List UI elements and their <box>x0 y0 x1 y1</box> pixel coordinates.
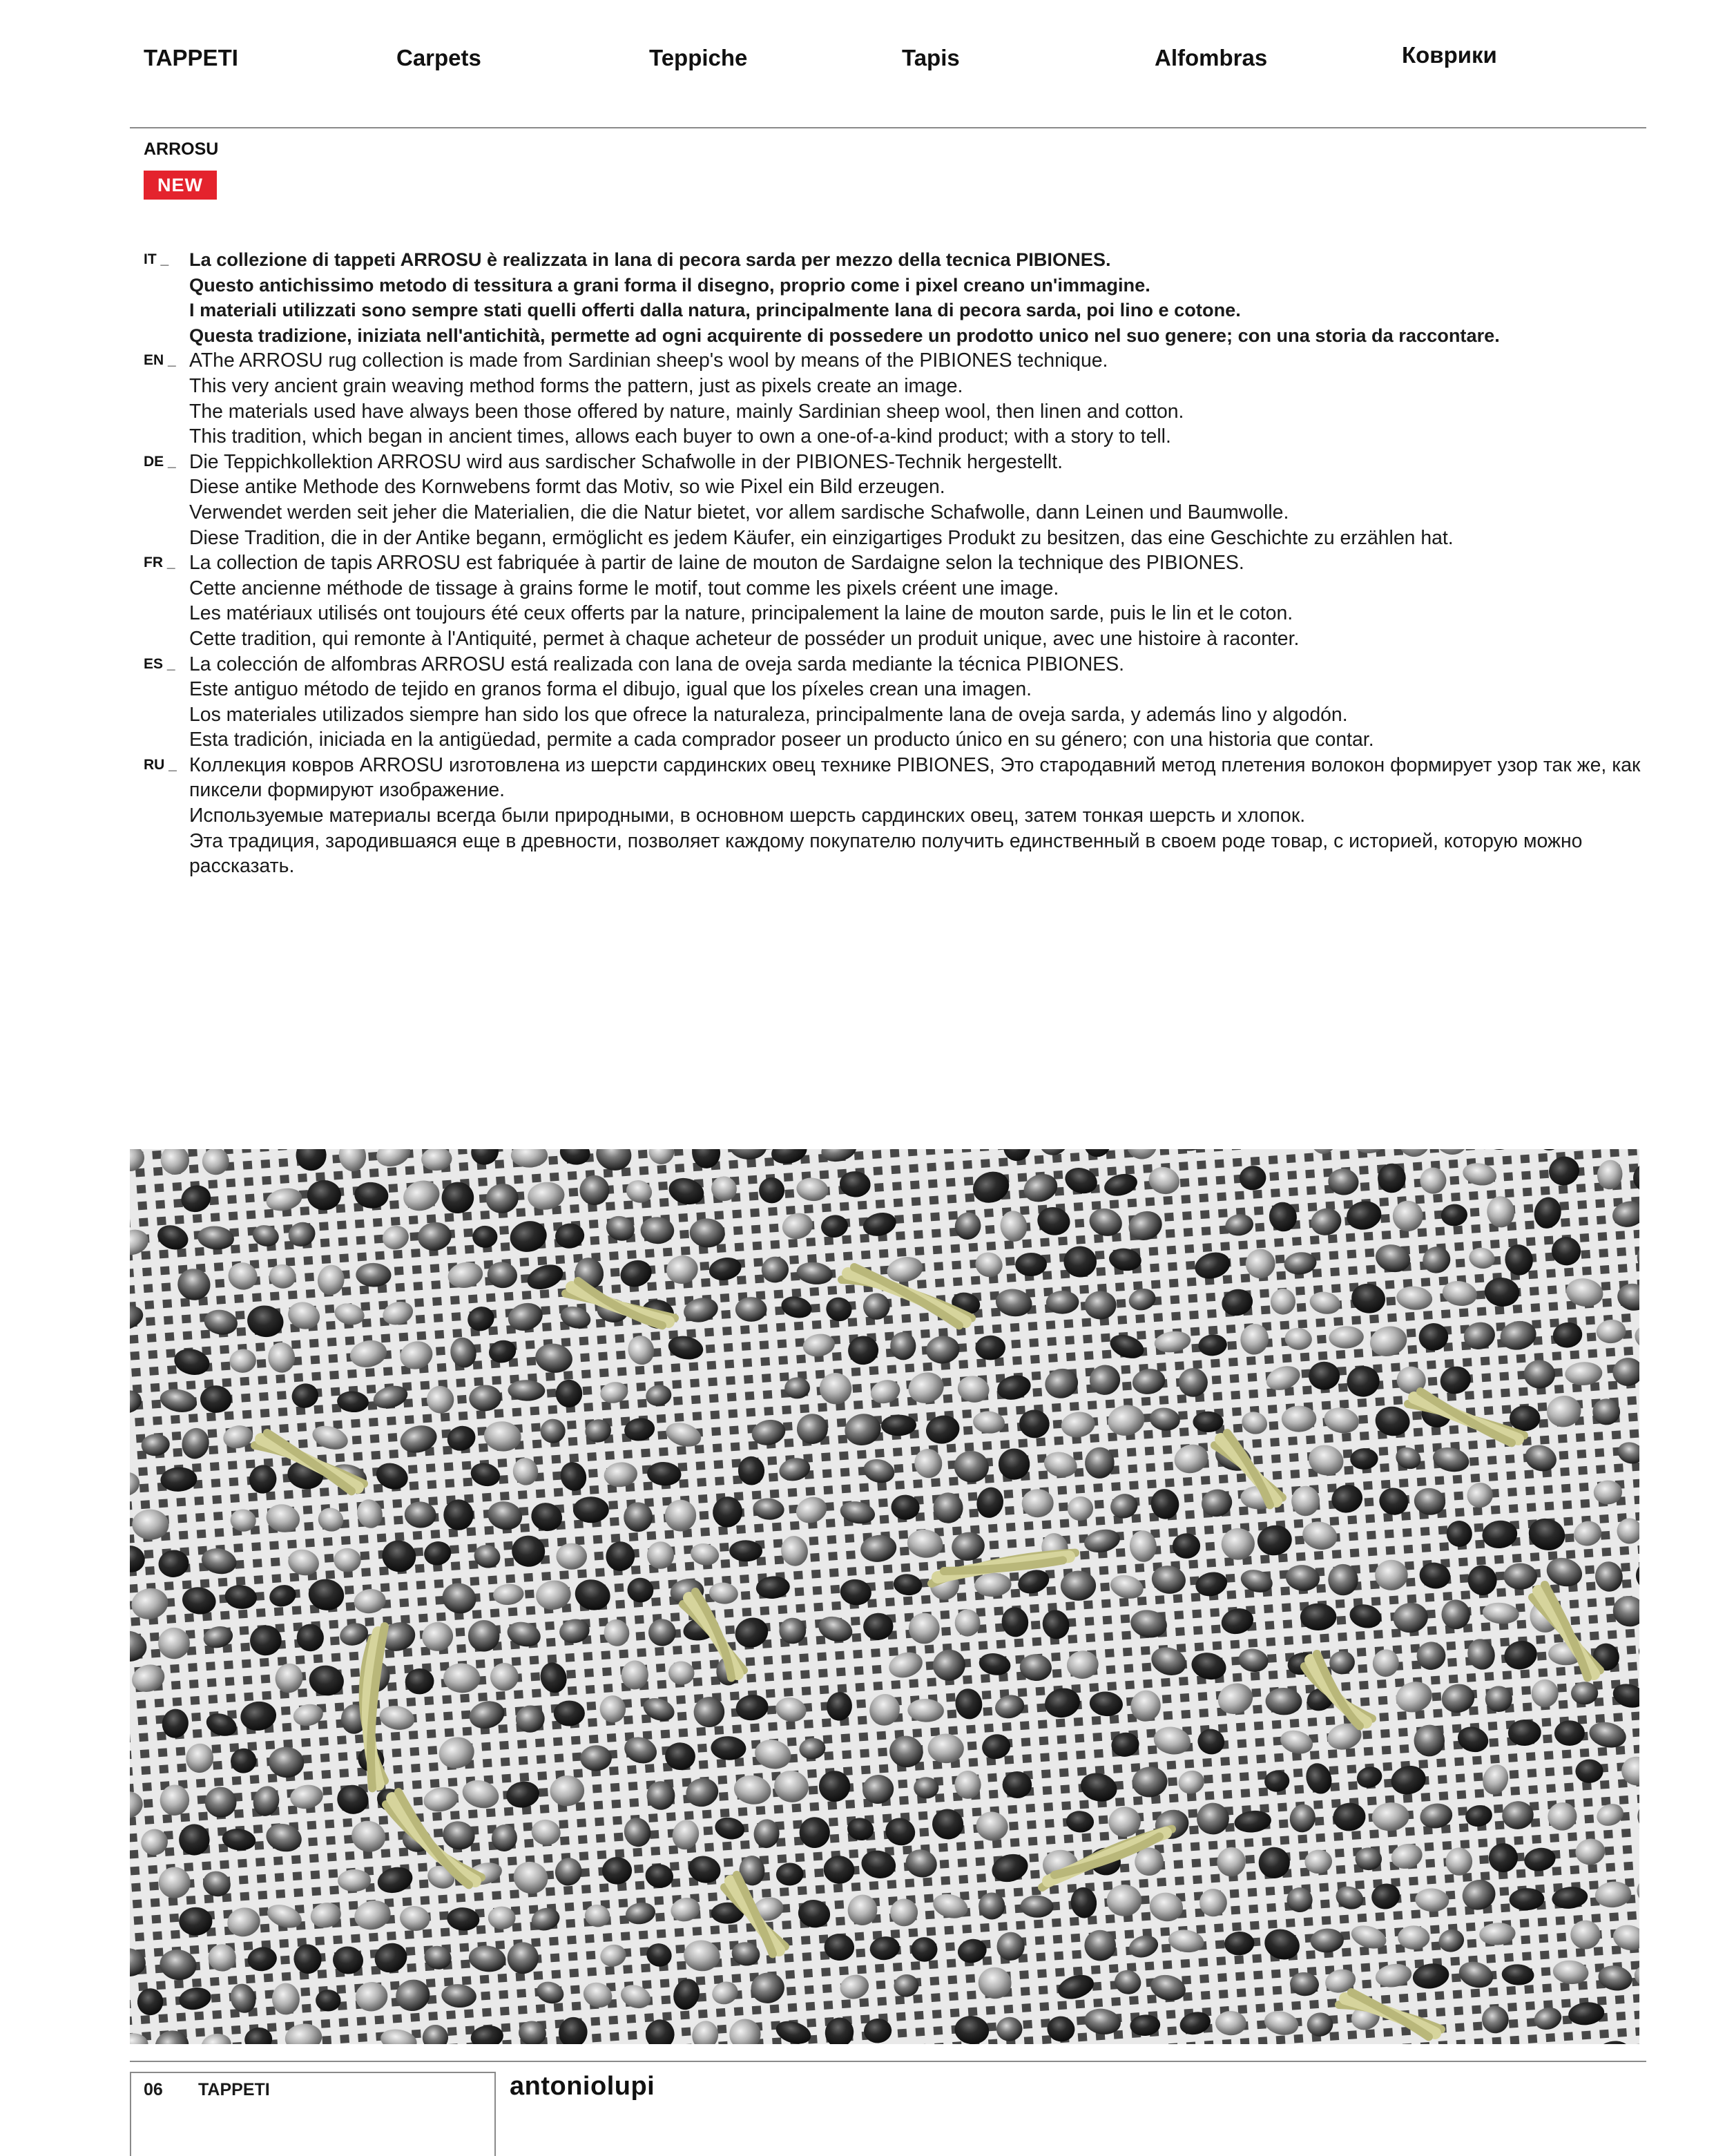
description-text <box>189 652 1646 753</box>
description-en <box>144 348 1646 449</box>
text-line: Cette tradition, qui remonte à l'Antiquité, permet à chaque acheteur de posséder un produit unique, avec une histoire à raconter. <box>189 627 1300 650</box>
brand-logo: antoniolupi <box>510 2072 655 2101</box>
text-line: Questo antichissimo metodo di tessitura a grani forma il disegno, proprio come i pixel creano un'immagine. <box>189 273 1150 296</box>
page-number: 06 <box>144 2080 163 2099</box>
text-line: Esta tradición, iniciada en la antigüedad, permite a cada comprador poseer un producto único en su género; con una historia que contar. <box>189 729 1374 751</box>
rug-texture-image <box>130 1149 1639 2044</box>
language-code: IT _ <box>144 251 169 267</box>
wool-knot <box>1107 1885 1142 1916</box>
text-line: AThe ARROSU rug collection is made from Sardinian sheep's wool by means of the PIBIONES technique. <box>189 349 1108 372</box>
language-code: RU _ <box>144 756 177 773</box>
text-line: The materials used have always been those offered by nature, mainly Sardinian sheep wool, then linen and cotton. <box>189 400 1184 423</box>
text-line: Die Teppichkollektion ARROSU wird aus sardischer Schafwolle in der PIBIONES-Technik hergestellt. <box>189 450 1063 473</box>
tab-carpets[interactable]: Carpets <box>396 45 481 70</box>
language-code: FR _ <box>144 555 175 571</box>
footer-section-label: TAPPETI <box>198 2080 270 2099</box>
description-ru <box>144 753 1646 879</box>
footer-box <box>130 2072 496 2156</box>
tab-tappeti[interactable]: TAPPETI <box>144 45 238 70</box>
text-line: Verwendet werden seit jeher die Materialien, die die Natur bietet, vor allem sardische Schafwolle, dann Leinen und Baumwolle. <box>189 501 1289 523</box>
language-code: DE _ <box>144 453 176 470</box>
text-line: La colección de alfombras ARROSU está realizada con lana de oveja sarda mediante la técnica PIBIONES. <box>189 653 1125 675</box>
tab-kovriki[interactable]: Коврики <box>1402 42 1497 68</box>
text-line: Cette ancienne méthode de tissage à grains forme le motif, tout comme les pixels créent une image. <box>189 577 1059 599</box>
new-badge: NEW <box>144 171 217 200</box>
wool-knot <box>1510 1405 1541 1431</box>
text-line: Diese Tradition, die in der Antike begann, ermöglicht es jedem Käufer, ein einzigartiges Produkt zu besitzen, das eine Geschichte zu erzählen hat. <box>189 526 1454 549</box>
text-line: This very ancient grain weaving method forms the pattern, just as pixels create an image. <box>189 374 963 397</box>
description-fr <box>144 550 1646 651</box>
wool-knot <box>158 1628 190 1659</box>
text-line: I materiali utilizzati sono sempre stati quelli offerti dalla natura, principalmente lana di pecora sarda, poi lino e cotone. <box>189 299 1241 321</box>
wool-knot <box>955 1609 981 1637</box>
text-line: Este antiguo método de tejido en granos forma el dibujo, igual que los píxeles crean una imagen. <box>189 678 1032 701</box>
rug-texture-photo <box>130 1149 1639 2044</box>
language-tab-bar <box>144 43 1646 77</box>
description-de <box>144 450 1646 550</box>
text-line: Эта традиция, зародившаяся еще в древности, позволяет каждому покупателю получить единственный в своем роде товар, с историей, которую можно рассказать. <box>189 829 1583 878</box>
text-line: Коллекция ковров ARROSU изготовлена из шерсти сардинских овец технике PIBIONES, Это стародавний метод плетения волокон формирует узор так же, как пиксели формируют изображение. <box>189 753 1641 802</box>
wool-knot <box>573 1496 609 1523</box>
description-es <box>144 652 1646 753</box>
header-divider <box>130 127 1646 128</box>
text-line: Los materiales utilizados siempre han sido los que ofrece la naturaleza, principalmente lana de oveja sarda, y además lino y algodón. <box>189 703 1348 726</box>
language-code: ES _ <box>144 655 175 672</box>
description-text <box>189 247 1646 348</box>
wool-knot <box>1300 1604 1337 1631</box>
text-line: Les matériaux utilisés ont toujours été ceux offerts par la nature, principalement la laine de mouton sarde, puis le lin et le coton. <box>189 602 1293 625</box>
tab-alfombras[interactable]: Alfombras <box>1155 45 1268 70</box>
language-code: EN _ <box>144 352 176 369</box>
collection-title: ARROSU <box>144 139 219 159</box>
wool-knot <box>472 1226 497 1248</box>
description-text <box>189 753 1646 879</box>
description-it <box>144 247 1646 348</box>
text-line: This tradition, which began in ancient times, allows each buyer to own a one-of-a-kind product; with a story to tell. <box>189 425 1171 448</box>
description-text <box>189 348 1646 449</box>
text-line: Diese antike Methode des Kornwebens formt das Motiv, so wie Pixel ein Bild erzeugen. <box>189 476 945 499</box>
text-line: Используемые материалы всегда были природными, в основном шерсть сардинских овец, затем тонкая шерсть и хлопок. <box>189 805 1306 827</box>
wool-knot <box>209 1944 236 1972</box>
text-line: Questa tradizione, iniziata nell'antichità, permette ad ogni acquirente di possedere un prodotto unico nel suo genere; con una storia da raccontare. <box>189 324 1500 346</box>
wool-knot <box>735 1297 767 1322</box>
description-text <box>189 550 1646 651</box>
wool-knot <box>556 1543 587 1570</box>
tab-teppiche[interactable]: Teppiche <box>649 45 748 70</box>
description-text <box>189 450 1646 550</box>
text-line: La collection de tapis ARROSU est fabriquée à partir de laine de mouton de Sardaigne selon la technique des PIBIONES. <box>189 552 1244 575</box>
wool-knot <box>179 1907 212 1936</box>
text-line: La collezione di tappeti ARROSU è realizzata in lana di pecora sarda per mezzo della tecnica PIBIONES. <box>189 249 1111 270</box>
wool-knot <box>1554 1720 1585 1746</box>
tab-tapis[interactable]: Tapis <box>902 45 960 70</box>
wool-knot <box>1193 1412 1223 1432</box>
footer-divider <box>130 2061 1646 2062</box>
description-block <box>144 247 1646 879</box>
